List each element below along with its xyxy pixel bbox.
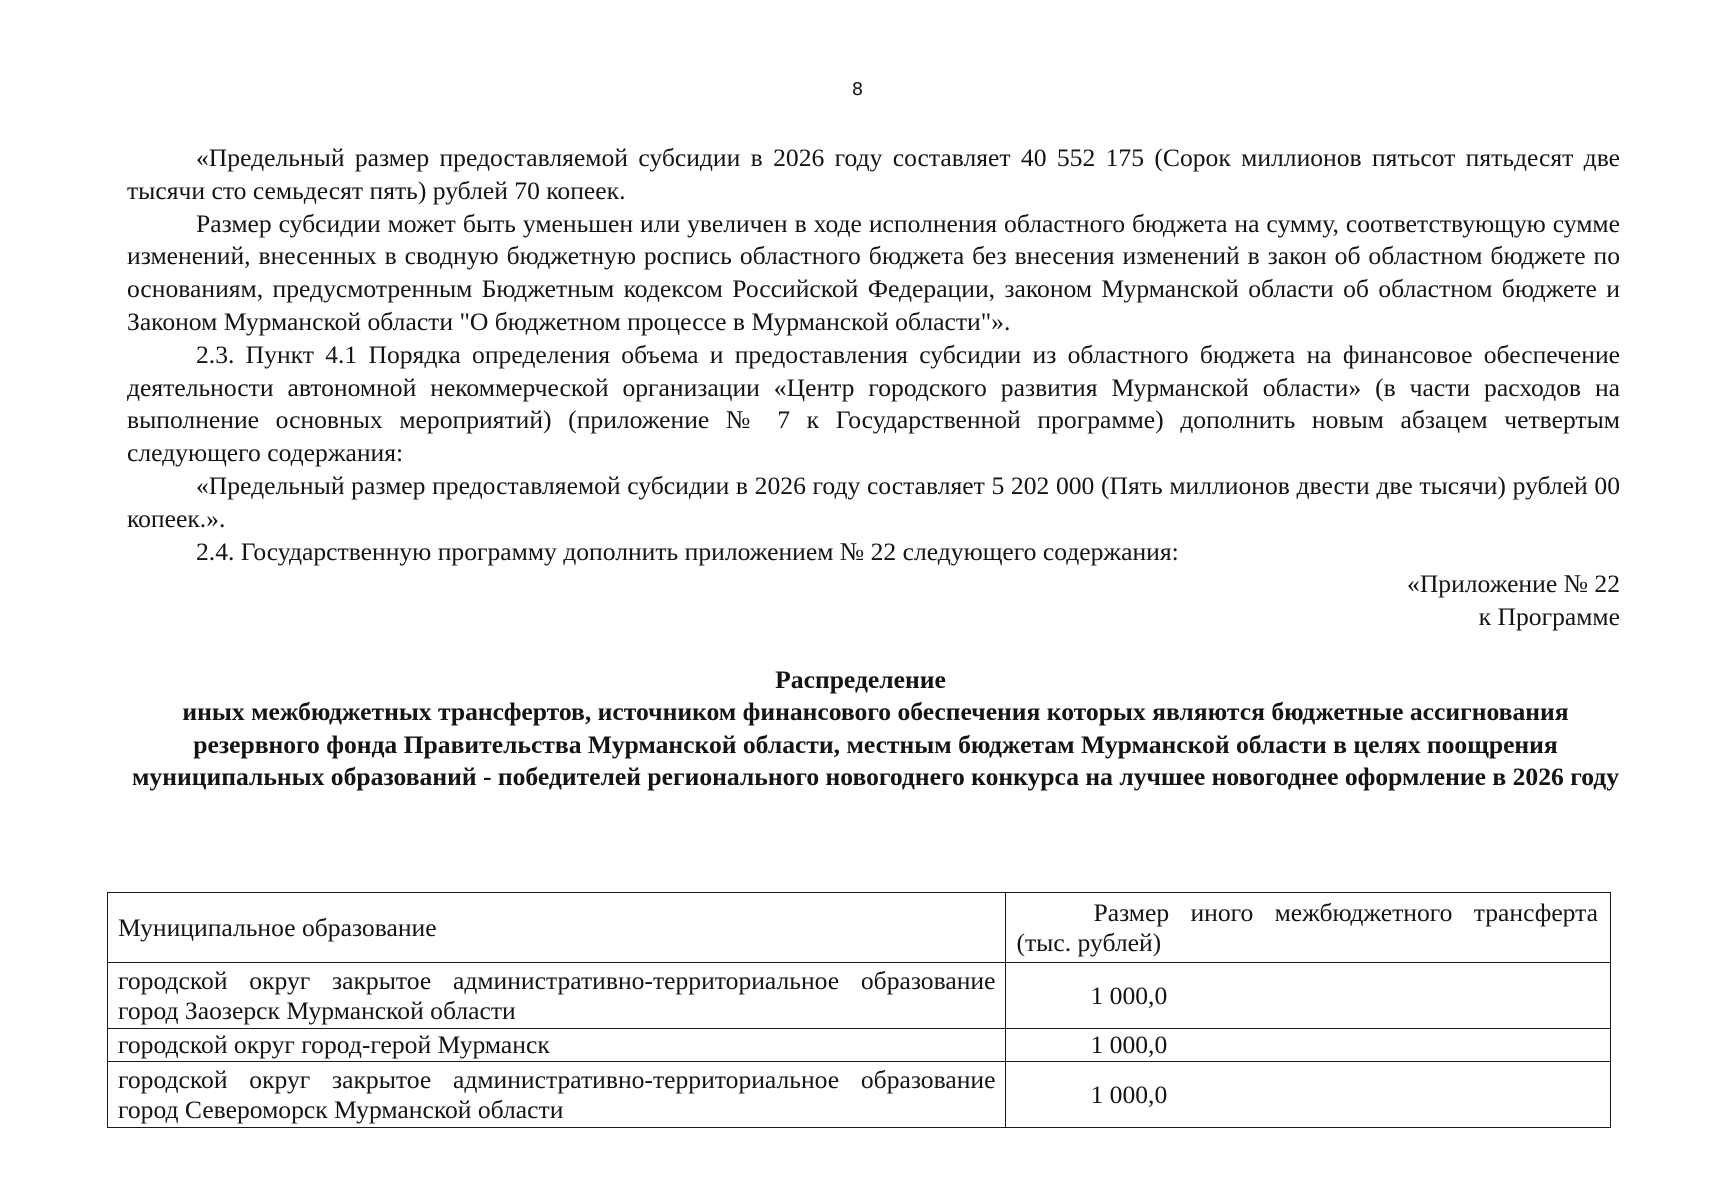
- distribution-heading: [118, 664, 1633, 794]
- appendix-number: «Приложение № 22: [1407, 569, 1620, 599]
- document-body: [127, 142, 1620, 634]
- table-row: [108, 963, 1611, 1029]
- table-row: [108, 1062, 1611, 1128]
- distribution-table: [107, 892, 1611, 1128]
- cell-amount: 1 000,0: [1006, 1029, 1611, 1062]
- header-municipality: Муниципальное образование: [108, 893, 1006, 963]
- heading-subtitle: иных межбюджетных трансфертов, источником финансового обеспечения которых являются бюджетные ассигнования резервного фонда Правительства Мурманской области, местным бюджетам Мурманской области в целях поощрения муниципальных образований - победителей регионального новогоднего конкурса на лучшее новогоднее оформление в 2026 году: [131, 697, 1620, 792]
- cell-amount: 1 000,0: [1006, 963, 1611, 1029]
- paragraph-subsidy-limit: «Предельный размер предоставляемой субсидии в 2026 году составляет 40 552 175 (Сорок миллионов пятьсот пятьдесят две тысячи сто семьдесят пять) рублей 70 копеек.: [127, 143, 1620, 205]
- table-row: [108, 1029, 1611, 1062]
- appendix-program: к Программе: [1478, 602, 1620, 632]
- header-amount: Размер иного межбюджетного трансферта (тыс. рублей): [1006, 893, 1611, 963]
- appendix-reference: [127, 568, 1620, 634]
- heading-title: Распределение: [775, 665, 946, 694]
- cell-municipality: городской округ закрытое административно-территориальное образование город Североморск Мурманской области: [108, 1062, 1006, 1128]
- page-number: 8: [851, 79, 864, 100]
- paragraph-subsidy-limit-2: «Предельный размер предоставляемой субсидии в 2026 году составляет 5 202 000 (Пять миллионов двести две тысячи) рублей 00 копеек.».: [127, 470, 1620, 533]
- cell-amount: 1 000,0: [1006, 1062, 1611, 1128]
- paragraph-item-2-4: 2.4. Государственную программу дополнить приложением № 22 следующего содержания:: [196, 536, 1179, 566]
- cell-municipality: городской округ город-герой Мурманск: [108, 1029, 1006, 1062]
- table-header-row: [108, 893, 1611, 963]
- paragraph-item-2-3: 2.3. Пункт 4.1 Порядка определения объема и предоставления субсидии из областного бюджета на финансовое обеспечение деятельности автономной некоммерческой организации «Центр городского развития Мурманской области» (в части расходов на выполнение основных мероприятий) (приложение № 7 к Государственной программе) дополнить новым абзацем четвертым следующего содержания:: [127, 339, 1620, 468]
- paragraph-subsidy-change: Размер субсидии может быть уменьшен или увеличен в ходе исполнения областного бюджета на сумму, соответствующую сумме изменений, внесенных в сводную бюджетную роспись областного бюджета без внесения изменений в закон об областном бюджете по основаниям, предусмотренным Бюджетным кодексом Российской Федерации, законом Мурманской области об областном бюджете и Законом Мурманской области "О бюджетном процессе в Мурманской области"».: [127, 208, 1620, 336]
- cell-municipality: городской округ закрытое административно-территориальное образование город Заозерск Мурманской области: [108, 963, 1006, 1029]
